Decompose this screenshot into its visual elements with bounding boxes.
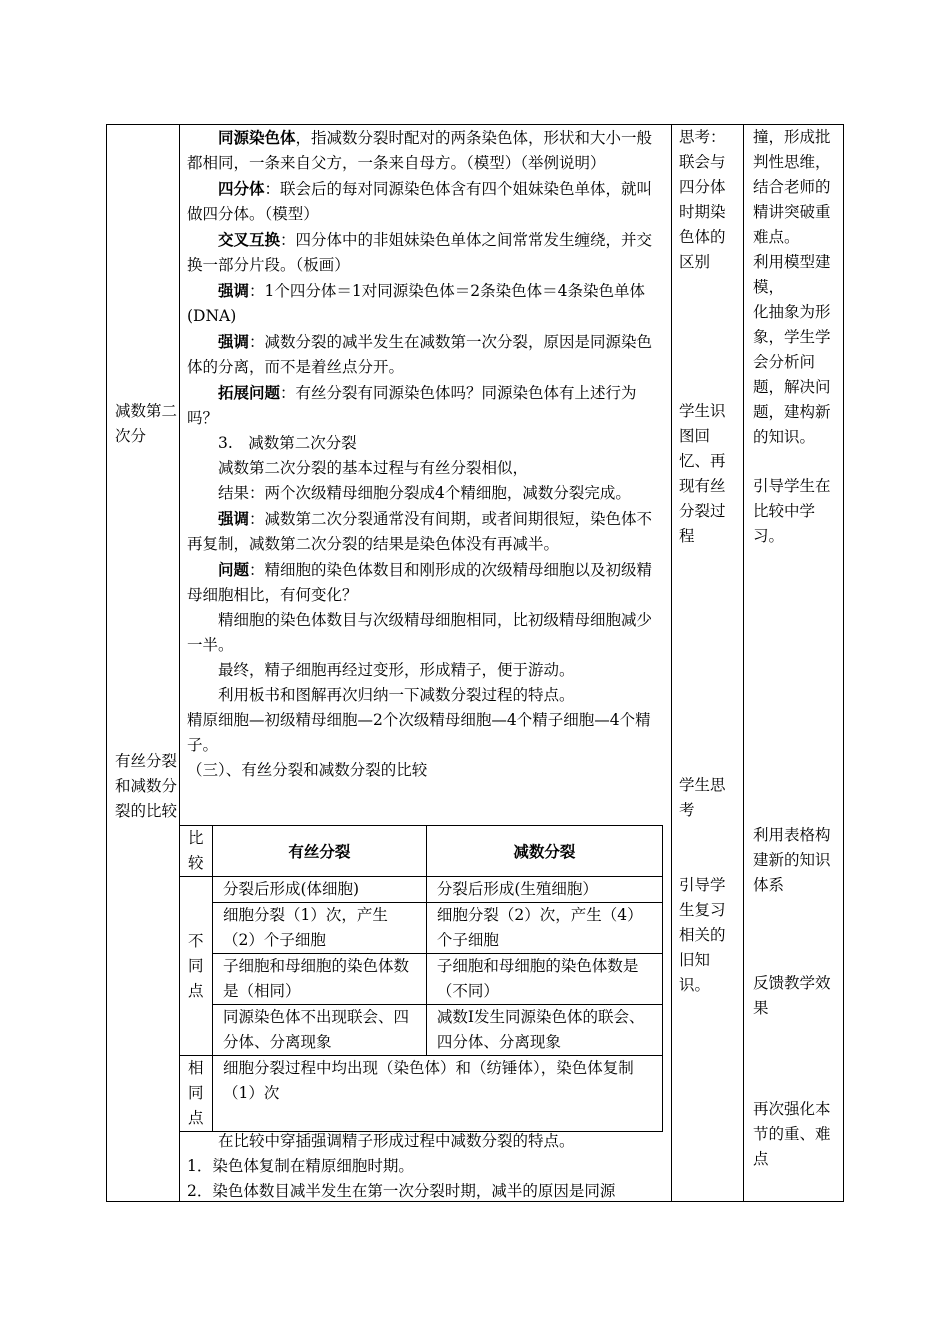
list-item: 2．染色体数目减半发生在第一次分裂时期，减半的原因是同源	[187, 1182, 616, 1200]
emphasis-label: 强调	[218, 332, 250, 351]
cell-meiosis: 减数Ⅰ发生同源染色体的联会、四分体、分离现象	[426, 1005, 662, 1056]
after-table-notes	[187, 1129, 665, 1204]
same-cell: 细胞分裂过程中均出现（染色体）和（纺锤体），染色体复制（1）次	[213, 1056, 663, 1132]
intent-note: 引导学生在比较中学习。	[753, 477, 831, 545]
topic-meiosis-ii: 减数第二次分	[115, 402, 178, 445]
header-mitosis: 有丝分裂	[213, 826, 427, 877]
paragraph	[187, 227, 665, 278]
paragraph	[187, 506, 665, 557]
text: ：1个四分体＝1对同源染色体＝2条染色体＝4条染色单体(DNA)	[187, 282, 645, 325]
intent-note: 撞，形成批判性思维，结合老师的精讲突破重难点。	[753, 128, 831, 246]
section-heading: （三）、有丝分裂和减数分裂的比较	[187, 761, 428, 779]
activity-note: 学生思考	[679, 776, 726, 819]
cell-meiosis: 子细胞和母细胞的染色体数是（不同）	[426, 954, 662, 1005]
paragraph: 精细胞的染色体数目与次级精母细胞相同，比初级精母细胞减少一半。	[187, 611, 653, 654]
text: ：减数第二次分裂通常没有间期，或者间期很短，染色体不再复制，减数第二次分裂的结果是染色体没有再减半。	[187, 510, 653, 553]
paragraph: 精原细胞—初级精母细胞—2个次级精母细胞—4个精子细胞—4个精子。	[187, 711, 651, 754]
paragraph: 结果：两个次级精母细胞分裂成4个精细胞，减数分裂完成。	[218, 484, 631, 502]
paragraph: 最终，精子细胞再经过变形，形成精子，便于游动。	[218, 661, 575, 679]
intent-note: 化抽象为形象，学生学会分析问题，解决问题，建构新的知识。	[753, 303, 831, 446]
text: ：减数分裂的减半发生在减数第一次分裂，原因是同源染色体的分离，而不是着丝点分开。	[187, 333, 653, 376]
intent-note: 利用模型建模，	[753, 253, 831, 296]
corner-cell: 比较	[180, 826, 213, 877]
section-heading: 3. 减数第二次分裂	[218, 434, 357, 452]
text: ，指减数分裂时配对的两条染色体，形状和大小一般都相同，一条来自父方，一条来自母方。（模型）（举例说明）	[187, 129, 653, 172]
intent-note: 再次强化本节的重、难点	[753, 1100, 831, 1168]
paragraph	[187, 176, 665, 227]
term-homologous: 同源染色体	[218, 128, 296, 147]
question-label: 拓展问题	[218, 383, 281, 402]
cell-mitosis: 细胞分裂（1）次，产生（2）个子细胞	[213, 903, 427, 954]
activity-note: 思考：联会与四分体时期染色体的区别	[679, 128, 726, 271]
intent-note: 利用表格构建新的知识体系	[753, 826, 831, 894]
same-label: 相同点	[180, 1056, 213, 1132]
paragraph: 减数第二次分裂的基本过程与有丝分裂相似，	[218, 459, 529, 477]
term-tetrad: 四分体	[218, 179, 265, 198]
paragraph: 利用板书和图解再次归纳一下减数分裂过程的特点。	[218, 686, 575, 704]
activity-note: 引导学生复习相关的旧知识。	[679, 876, 726, 994]
text: ：精细胞的染色体数目和刚形成的次级精母细胞以及初级精母细胞相比，有何变化？	[187, 561, 653, 604]
activity-note: 学生识图回忆、再现有丝分裂过程	[679, 402, 726, 545]
intent-note: 反馈教学效果	[753, 974, 831, 1017]
paragraph	[187, 557, 665, 608]
cell-meiosis: 分裂后形成(生殖细胞）	[426, 877, 662, 903]
paragraph	[187, 278, 665, 329]
emphasis-label: 强调	[218, 509, 250, 528]
paragraph	[187, 125, 665, 176]
diff-label: 不同点	[180, 877, 213, 1056]
question-label: 问题	[218, 560, 250, 579]
paragraph	[187, 380, 665, 431]
text: ：有丝分裂有同源染色体吗？同源染色体有上述行为吗？	[187, 384, 637, 427]
text: ：四分体中的非姐妹染色单体之间常常发生缠绕，并交换一部分片段。（板画）	[187, 231, 653, 274]
cell-mitosis: 同源染色体不出现联会、四分体、分离现象	[213, 1005, 427, 1056]
content-column	[187, 125, 665, 783]
emphasis-label: 强调	[218, 281, 250, 300]
list-item: 1．染色体复制在精原细胞时期。	[187, 1157, 414, 1175]
column-divider	[743, 125, 744, 1201]
topic-comparison: 有丝分裂和减数分裂的比较	[115, 752, 178, 820]
header-meiosis: 减数分裂	[426, 826, 662, 877]
lesson-table	[106, 124, 844, 1202]
cell-mitosis: 分裂后形成(体细胞)	[213, 877, 427, 903]
term-crossover: 交叉互换	[218, 230, 281, 249]
cell-mitosis: 子细胞和母细胞的染色体数是（相同）	[213, 954, 427, 1005]
column-divider	[671, 125, 672, 1201]
cell-meiosis: 细胞分裂（2）次，产生（4）个子细胞	[426, 903, 662, 954]
paragraph	[187, 329, 665, 380]
text: ：联会后的每对同源染色体含有四个姐妹染色单体，就叫做四分体。（模型）	[187, 180, 653, 223]
comparison-table	[179, 825, 663, 1132]
paragraph: 在比较中穿插强调精子形成过程中减数分裂的特点。	[218, 1132, 575, 1150]
